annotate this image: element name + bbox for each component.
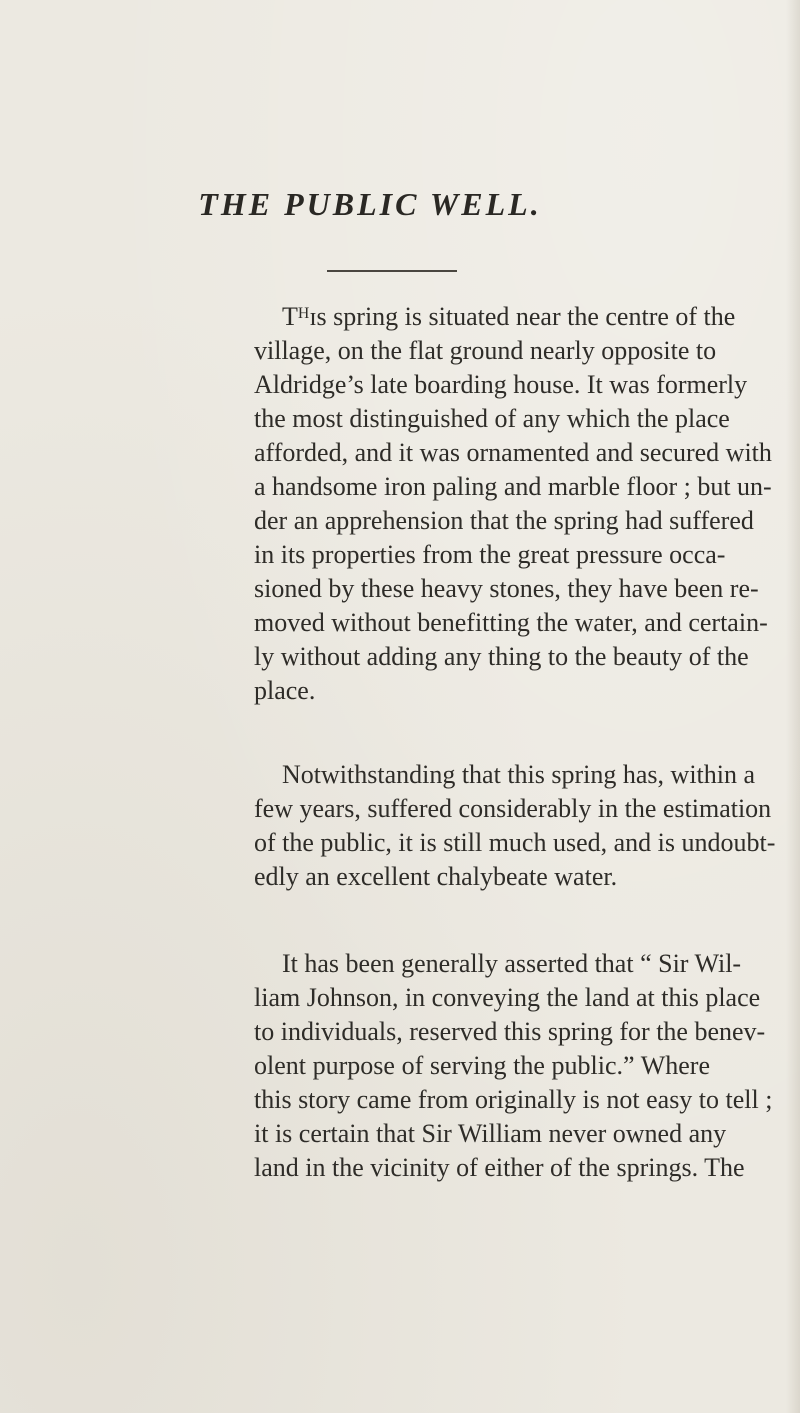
text-line: moved without benefitting the water, and certain- xyxy=(254,608,768,637)
text-line: the most distinguished of any which the place xyxy=(254,404,730,433)
text-line: to individuals, reserved this spring for the benev- xyxy=(254,1017,766,1046)
text-line: Aldridge’s late boarding house. It was formerly xyxy=(254,370,748,399)
text-line: ly without adding any thing to the beauty of the xyxy=(254,642,749,671)
page-edge-shadow xyxy=(786,0,800,1413)
text-line: Tᴴɪs spring is situated near the centre of the xyxy=(282,302,736,331)
text-line: olent purpose of serving the public.” Where xyxy=(254,1051,710,1080)
text-line: this story came from originally is not easy to tell ; xyxy=(254,1085,773,1114)
text-line: village, on the flat ground nearly opposite to xyxy=(254,336,717,365)
text-line: it is certain that Sir William never owned any xyxy=(254,1119,727,1148)
text-line: edly an excellent chalybeate water. xyxy=(254,862,618,891)
text-line: land in the vicinity of either of the springs. The xyxy=(254,1153,745,1182)
text-line: place. xyxy=(254,676,316,705)
text-line: Notwithstanding that this spring has, within a xyxy=(282,760,756,789)
text-line: few years, suffered considerably in the estimation xyxy=(254,794,772,823)
text-line: liam Johnson, in conveying the land at this place xyxy=(254,983,761,1012)
text-line: afforded, and it was ornamented and secured with xyxy=(254,438,772,467)
text-line: sioned by these heavy stones, they have been re- xyxy=(254,574,759,603)
text-line: in its properties from the great pressure occa- xyxy=(254,540,726,569)
text-line: of the public, it is still much used, and is undoubt- xyxy=(254,828,776,857)
text-line: der an apprehension that the spring had suffered xyxy=(254,506,754,535)
text-line: a handsome iron paling and marble floor ; but un- xyxy=(254,472,772,501)
text-line: It has been generally asserted that “ Sir Wil- xyxy=(282,949,742,978)
title-rule xyxy=(327,270,457,272)
chapter-title: THE PUBLIC WELL. xyxy=(198,186,542,222)
